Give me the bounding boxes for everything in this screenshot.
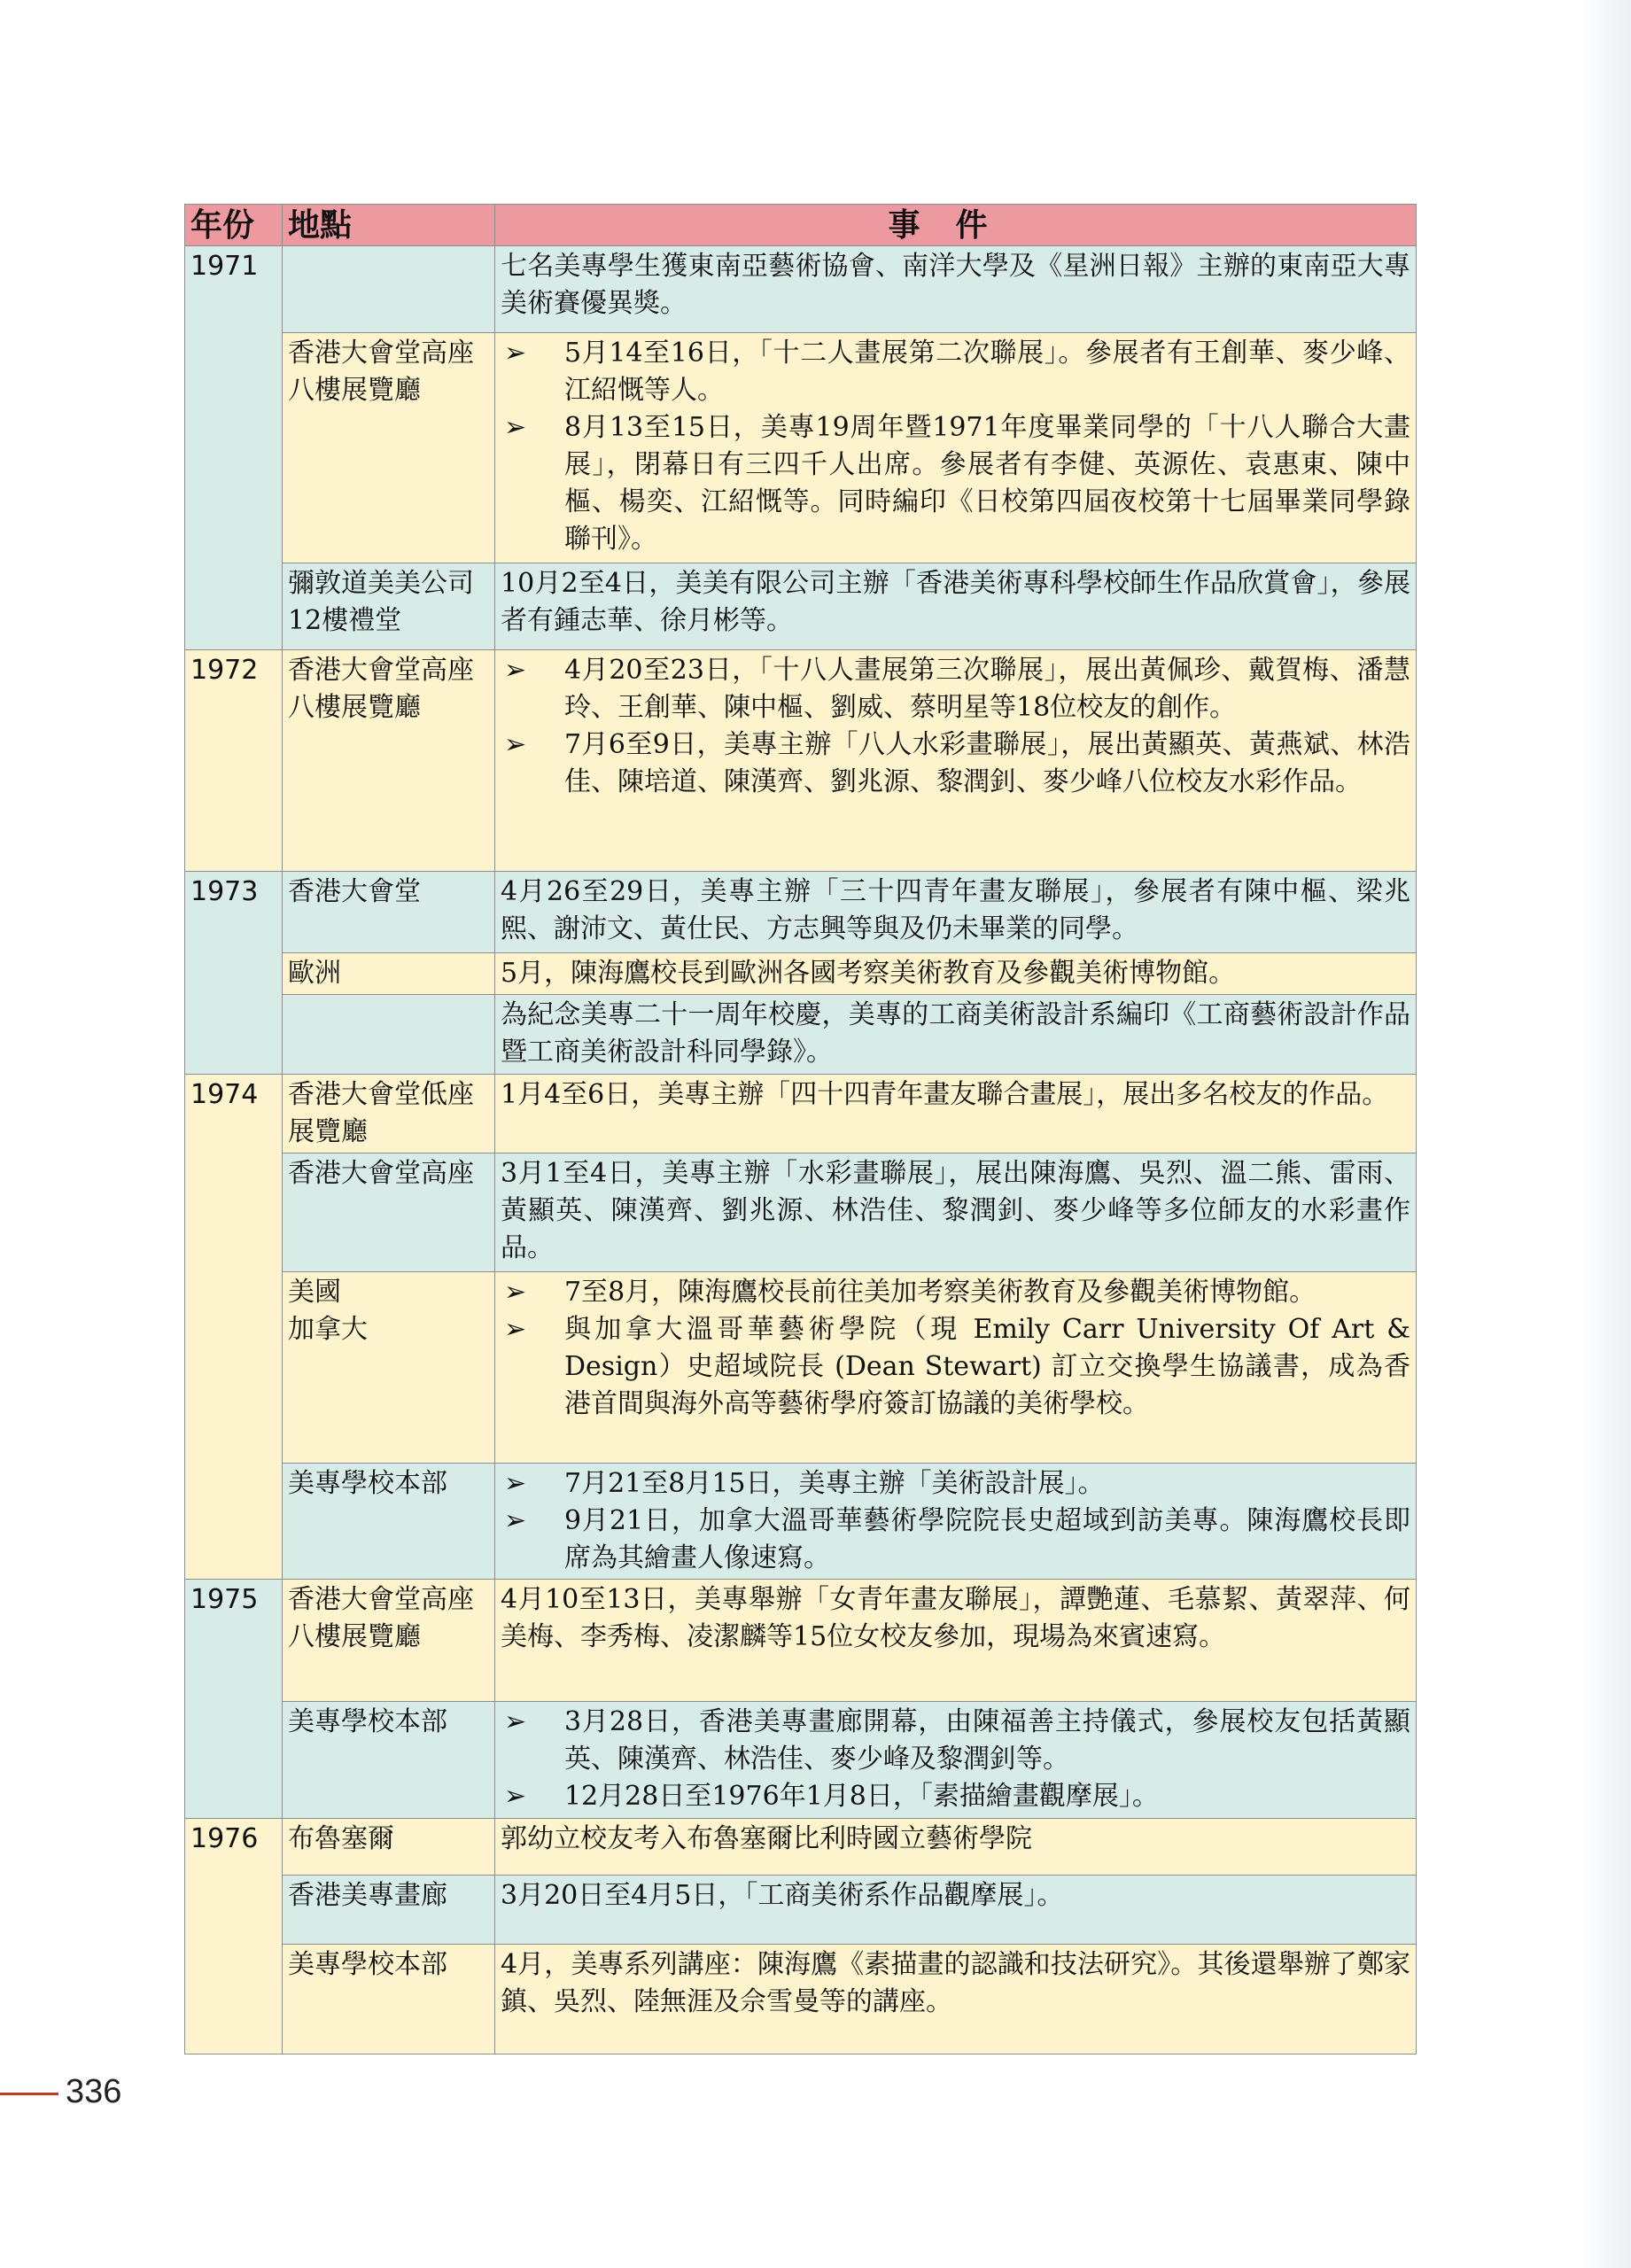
event-bullet: ➢ 9月21日，加拿大溫哥華藝術學院院長史超域到訪美專。陳海鷹校長即席為其繪畫人像速寫。 [501, 1503, 1410, 1577]
event-cell: 4月，美專系列講座：陳海鷹《素描畫的認識和技法研究》。其後還舉辦了鄭家鎮、吳烈、陸無涯及佘雪曼等的講座。 [495, 1945, 1417, 2054]
event-cell [495, 333, 1417, 563]
event-cell [495, 1702, 1417, 1819]
place-cell: 美專學校本部 [283, 1464, 495, 1580]
year-cell: 1972 [185, 650, 283, 872]
header-event: 事件 [495, 205, 1417, 246]
place-cell [283, 246, 495, 333]
table-row [185, 995, 1417, 1075]
event-cell: 為紀念美專二十一周年校慶，美專的工商美術設計系編印《工商藝術設計作品暨工商美術設計科同學錄》。 [495, 995, 1417, 1075]
table-row [185, 1153, 1417, 1272]
event-cell: 1月4至6日，美專主辦「四十四青年畫友聯合畫展」，展出多名校友的作品。 [495, 1075, 1417, 1153]
page-edge-shade [1578, 0, 1631, 2268]
arrow-bullet-icon: ➢ [504, 655, 527, 686]
table-row [185, 246, 1417, 333]
page-number: 336 [66, 2073, 122, 2110]
event-cell: 4月26至29日，美專主辦「三十四青年畫友聯展」，參展者有陳中樞、梁兆熙、謝沛文、黃仕民、方志興等與及仍未畢業的同學。 [495, 872, 1417, 953]
table-row [185, 1464, 1417, 1580]
place-cell: 彌敦道美美公司12樓禮堂 [283, 563, 495, 650]
arrow-bullet-icon: ➢ [504, 412, 527, 443]
event-cell: 3月20日至4月5日，「工商美術系作品觀摩展」。 [495, 1876, 1417, 1945]
table-row [185, 953, 1417, 995]
event-cell: 4月10至13日，美專舉辦「女青年畫友聯展」，譚艷蓮、毛慕絜、黃翠萍、何美梅、李秀梅、凌潔麟等15位女校友參加，現場為來賓速寫。 [495, 1580, 1417, 1702]
place-cell: 美專學校本部 [283, 1702, 495, 1819]
header-year: 年份 [185, 205, 283, 246]
table-row [185, 1075, 1417, 1153]
place-cell [283, 995, 495, 1075]
table-row [185, 1580, 1417, 1702]
table-header-row [185, 205, 1417, 246]
event-cell [495, 1464, 1417, 1580]
event-cell: 5月，陳海鷹校長到歐洲各國考察美術教育及參觀美術博物館。 [495, 953, 1417, 995]
event-cell: 3月1至4日，美專主辦「水彩畫聯展」，展出陳海鷹、吳烈、溫二熊、雷雨、黃顯英、陳漢齊、劉兆源、林浩佳、黎潤釗、麥少峰等多位師友的水彩畫作品。 [495, 1153, 1417, 1272]
place-cell: 香港美專畫廊 [283, 1876, 495, 1945]
year-cell: 1973 [185, 872, 283, 1075]
year-cell: 1975 [185, 1580, 283, 1819]
event-bullet: ➢ 4月20至23日，「十八人畫展第三次聯展」，展出黃佩珍、戴賀梅、潘慧玲、王創華、陳中樞、劉威、蔡明星等18位校友的創作。 [501, 652, 1410, 726]
table-row [185, 872, 1417, 953]
event-bullet-list [501, 652, 1410, 801]
year-cell: 1976 [185, 1819, 283, 2054]
place-cell: 香港大會堂低座展覽廳 [283, 1075, 495, 1153]
event-cell [495, 650, 1417, 872]
event-bullet: ➢ 7月6至9日，美專主辦「八人水彩畫聯展」，展出黃顯英、黃燕斌、林浩佳、陳培道、陳漢齊、劉兆源、黎潤釗、麥少峰八位校友水彩作品。 [501, 726, 1410, 801]
arrow-bullet-icon: ➢ [504, 1706, 527, 1737]
event-cell: 郭幼立校友考入布魯塞爾比利時國立藝術學院 [495, 1819, 1417, 1876]
place-cell: 美專學校本部 [283, 1945, 495, 2054]
place-cell: 香港大會堂高座八樓展覽廳 [283, 333, 495, 563]
arrow-bullet-icon: ➢ [504, 729, 527, 760]
arrow-bullet-icon: ➢ [504, 1505, 527, 1536]
event-bullet-list [501, 1274, 1410, 1423]
arrow-bullet-icon: ➢ [504, 338, 527, 369]
event-bullet: ➢ 7至8月，陳海鷹校長前往美加考察美術教育及參觀美術博物館。 [501, 1274, 1410, 1311]
place-cell: 歐洲 [283, 953, 495, 995]
event-cell: 10月2至4日，美美有限公司主辦「香港美術專科學校師生作品欣賞會」，參展者有鍾志華、徐月彬等。 [495, 563, 1417, 650]
place-cell: 布魯塞爾 [283, 1819, 495, 1876]
table-row [185, 1702, 1417, 1819]
page-number-rule [0, 2093, 58, 2095]
event-bullet: ➢ 與加拿大溫哥華藝術學院（現 Emily Carr University Of Art & Design）史超域院長 (Dean Stewart) 訂立交換學生協議書，成為香港首間與海外高等藝術學府簽訂協議的美術學校。 [501, 1311, 1410, 1423]
place-cell: 美國 加拿大 [283, 1272, 495, 1464]
table-row [185, 1272, 1417, 1464]
timeline-table [184, 204, 1417, 2054]
year-cell: 1974 [185, 1075, 283, 1580]
place-cell: 香港大會堂高座八樓展覽廳 [283, 650, 495, 872]
event-bullet-list [501, 335, 1410, 558]
table-row [185, 1819, 1417, 1876]
arrow-bullet-icon: ➢ [504, 1468, 527, 1499]
table-row [185, 1876, 1417, 1945]
place-cell: 香港大會堂高座八樓展覽廳 [283, 1580, 495, 1702]
event-bullet: ➢ 3月28日，香港美專畫廊開幕，由陳福善主持儀式，參展校友包括黃顯英、陳漢齊、林浩佳、麥少峰及黎潤釗等。 [501, 1704, 1410, 1778]
event-cell: 七名美專學生獲東南亞藝術協會、南洋大學及《星洲日報》主辦的東南亞大專美術賽優異獎。 [495, 246, 1417, 333]
event-bullet-list [501, 1704, 1410, 1815]
table-row [185, 650, 1417, 872]
event-bullet-list [501, 1465, 1410, 1577]
arrow-bullet-icon: ➢ [504, 1314, 527, 1345]
event-bullet: ➢ 8月13至15日，美專19周年暨1971年度畢業同學的「十八人聯合大畫展」，閉幕日有三四千人出席。參展者有李健、英源佐、袁惠東、陳中樞、楊奕、江紹慨等。同時編印《日校第四屆夜校第十七屆畢業同學錄聯刊》。 [501, 409, 1410, 558]
table-row [185, 563, 1417, 650]
arrow-bullet-icon: ➢ [504, 1277, 527, 1308]
arrow-bullet-icon: ➢ [504, 1781, 527, 1812]
event-bullet: ➢ 12月28日至1976年1月8日，「素描繪畫觀摩展」。 [501, 1778, 1410, 1815]
place-cell: 香港大會堂 [283, 872, 495, 953]
event-cell [495, 1272, 1417, 1464]
place-cell: 香港大會堂高座 [283, 1153, 495, 1272]
header-place: 地點 [283, 205, 495, 246]
event-bullet: ➢ 7月21至8月15日，美專主辦「美術設計展」。 [501, 1465, 1410, 1503]
year-cell: 1971 [185, 246, 283, 650]
table-row [185, 333, 1417, 563]
table-row [185, 1945, 1417, 2054]
event-bullet: ➢ 5月14至16日，「十二人畫展第二次聯展」。參展者有王創華、麥少峰、江紹慨等人。 [501, 335, 1410, 409]
